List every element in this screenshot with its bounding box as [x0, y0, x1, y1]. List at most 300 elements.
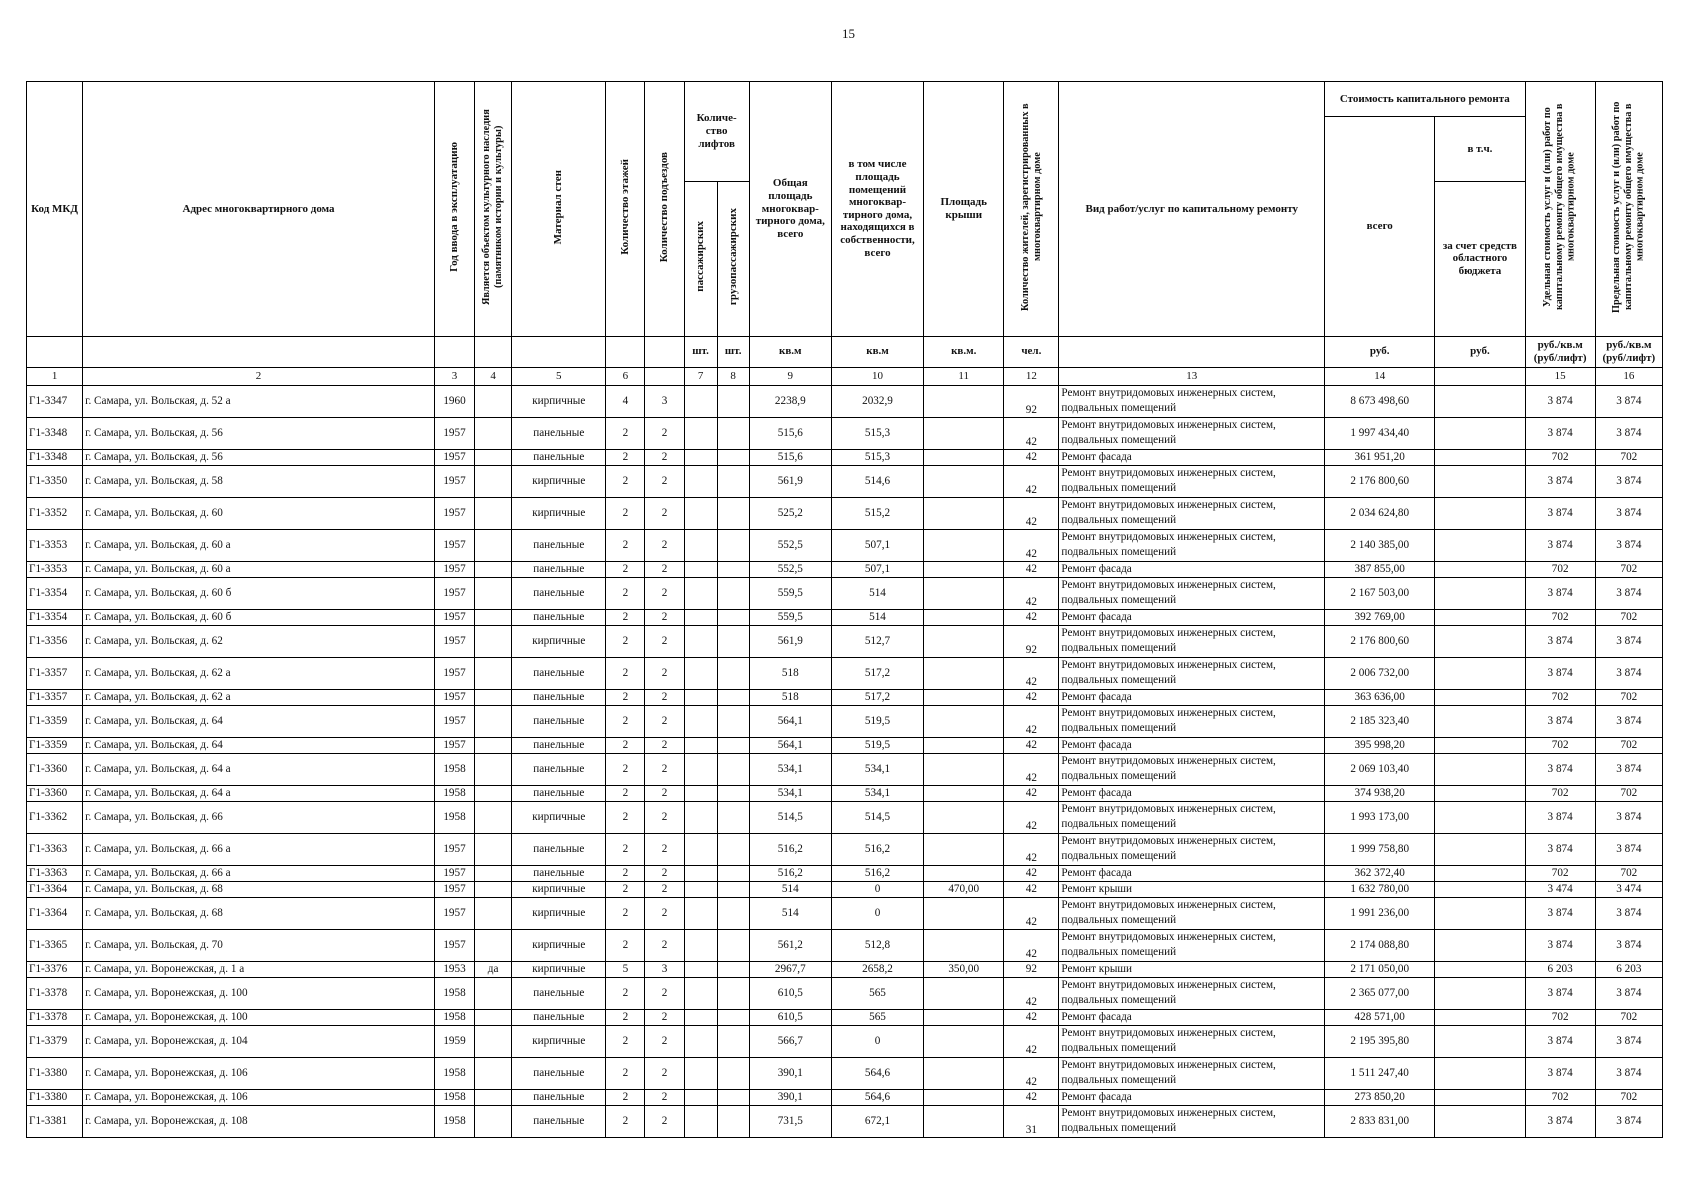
row-unit-cost: 3 874: [1525, 417, 1595, 449]
row-cost-regional: [1435, 625, 1525, 657]
row-total-area: 564,1: [749, 737, 831, 753]
row-unit-cost: 3 874: [1525, 497, 1595, 529]
row-limit-cost: 702: [1595, 561, 1662, 577]
row-lifts-cargo: [717, 1025, 749, 1057]
row-address: г. Самара, ул. Вольская, д. 66 а: [83, 865, 435, 881]
row-limit-cost: 3 874: [1595, 497, 1662, 529]
row-year: 1957: [434, 737, 474, 753]
row-lifts-passenger: [684, 609, 717, 625]
row-lifts-cargo: [717, 657, 749, 689]
row-total-area: 2238,9: [749, 385, 831, 417]
row-total-area: 518: [749, 657, 831, 689]
row-lifts-passenger: [684, 689, 717, 705]
row-total-area: 731,5: [749, 1105, 831, 1137]
row-residents: 42: [1004, 977, 1059, 1009]
row-cost-regional: [1435, 1025, 1525, 1057]
header-cost-regional: за счет средств областного бюджета: [1435, 181, 1525, 336]
row-unit-cost: 3 874: [1525, 657, 1595, 689]
row-year: 1958: [434, 1009, 474, 1025]
row-floors: 2: [606, 625, 645, 657]
row-roof-area: [924, 1057, 1004, 1089]
row-unit-cost: 702: [1525, 737, 1595, 753]
row-cost-regional: [1435, 497, 1525, 529]
row-year: 1957: [434, 689, 474, 705]
row-limit-cost: 6 203: [1595, 961, 1662, 977]
row-address: г. Самара, ул. Вольская, д. 52 а: [83, 385, 435, 417]
row-cost-total: 2 176 800,60: [1325, 465, 1435, 497]
row-roof-area: [924, 577, 1004, 609]
row-year: 1957: [434, 561, 474, 577]
row-floors: 2: [606, 1025, 645, 1057]
row-year: 1958: [434, 1105, 474, 1137]
row-work-type: Ремонт внутридомовых инженерных систем, подвальных помещений: [1059, 801, 1325, 833]
row-code: Г1-3350: [27, 465, 83, 497]
table-row: [27, 657, 1663, 689]
row-work-type: Ремонт внутридомовых инженерных систем, подвальных помещений: [1059, 929, 1325, 961]
unit-cost-total: руб.: [1325, 336, 1435, 367]
row-total-area: 514: [749, 881, 831, 897]
row-total-area: 516,2: [749, 865, 831, 881]
row-entrances: 2: [645, 577, 684, 609]
row-year: 1960: [434, 385, 474, 417]
header-lifts: Количе-ство лифтов: [684, 82, 749, 182]
row-material: кирпичные: [512, 385, 606, 417]
row-year: 1957: [434, 929, 474, 961]
row-owned-area: 2658,2: [831, 961, 923, 977]
row-limit-cost: 3 874: [1595, 897, 1662, 929]
unit-empty: [1059, 336, 1325, 367]
row-lifts-cargo: [717, 465, 749, 497]
row-heritage: [475, 1009, 512, 1025]
row-unit-cost: 702: [1525, 1009, 1595, 1025]
row-cost-regional: [1435, 897, 1525, 929]
row-entrances: 2: [645, 609, 684, 625]
table-row: [27, 897, 1663, 929]
row-owned-area: 534,1: [831, 753, 923, 785]
row-lifts-passenger: [684, 865, 717, 881]
row-work-type: Ремонт фасада: [1059, 785, 1325, 801]
header-code: Код МКД: [27, 82, 83, 337]
row-code: Г1-3362: [27, 801, 83, 833]
row-cost-regional: [1435, 609, 1525, 625]
row-owned-area: 515,2: [831, 497, 923, 529]
row-floors: 2: [606, 1089, 645, 1105]
row-total-area: 552,5: [749, 529, 831, 561]
unit-empty: [434, 336, 474, 367]
row-lifts-passenger: [684, 465, 717, 497]
row-cost-total: 2 195 395,80: [1325, 1025, 1435, 1057]
row-lifts-passenger: [684, 449, 717, 465]
row-cost-total: 363 636,00: [1325, 689, 1435, 705]
row-lifts-passenger: [684, 881, 717, 897]
row-roof-area: [924, 833, 1004, 865]
row-residents: 42: [1004, 417, 1059, 449]
row-lifts-passenger: [684, 977, 717, 1009]
row-heritage: [475, 1089, 512, 1105]
row-limit-cost: 702: [1595, 865, 1662, 881]
row-residents: 42: [1004, 529, 1059, 561]
row-entrances: 2: [645, 465, 684, 497]
row-entrances: 2: [645, 561, 684, 577]
unit-empty: [27, 336, 83, 367]
row-roof-area: [924, 465, 1004, 497]
row-heritage: [475, 1105, 512, 1137]
row-entrances: 2: [645, 865, 684, 881]
row-owned-area: 517,2: [831, 657, 923, 689]
row-lifts-cargo: [717, 449, 749, 465]
row-lifts-passenger: [684, 385, 717, 417]
row-lifts-passenger: [684, 785, 717, 801]
row-unit-cost: 3 874: [1525, 625, 1595, 657]
row-year: 1957: [434, 529, 474, 561]
unit-empty: [606, 336, 645, 367]
row-lifts-cargo: [717, 929, 749, 961]
row-limit-cost: 3 874: [1595, 1105, 1662, 1137]
row-heritage: [475, 689, 512, 705]
row-entrances: 2: [645, 785, 684, 801]
row-entrances: 2: [645, 753, 684, 785]
row-entrances: 2: [645, 1009, 684, 1025]
row-heritage: [475, 385, 512, 417]
row-material: кирпичные: [512, 1025, 606, 1057]
row-material: панельные: [512, 705, 606, 737]
row-floors: 2: [606, 1057, 645, 1089]
row-address: г. Самара, ул. Вольская, д. 62: [83, 625, 435, 657]
row-roof-area: [924, 1089, 1004, 1105]
row-roof-area: [924, 1105, 1004, 1137]
row-owned-area: 515,3: [831, 449, 923, 465]
row-material: кирпичные: [512, 961, 606, 977]
table-row: [27, 385, 1663, 417]
row-heritage: [475, 561, 512, 577]
row-limit-cost: 3 874: [1595, 1025, 1662, 1057]
row-address: г. Самара, ул. Вольская, д. 56: [83, 417, 435, 449]
row-residents: 92: [1004, 385, 1059, 417]
row-heritage: [475, 529, 512, 561]
row-floors: 2: [606, 561, 645, 577]
column-number: 5: [512, 367, 606, 385]
header-address: Адрес многоквартирного дома: [83, 82, 435, 337]
row-work-type: Ремонт внутридомовых инженерных систем, подвальных помещений: [1059, 897, 1325, 929]
header-cost-incl: в т.ч.: [1435, 117, 1525, 182]
row-code: Г1-3376: [27, 961, 83, 977]
row-work-type: Ремонт внутридомовых инженерных систем, подвальных помещений: [1059, 625, 1325, 657]
row-limit-cost: 702: [1595, 1089, 1662, 1105]
row-floors: 5: [606, 961, 645, 977]
row-material: панельные: [512, 833, 606, 865]
row-year: 1957: [434, 417, 474, 449]
row-entrances: 2: [645, 1057, 684, 1089]
table-row: [27, 785, 1663, 801]
table-row: [27, 529, 1663, 561]
row-address: г. Самара, ул. Вольская, д. 60 а: [83, 529, 435, 561]
row-address: г. Самара, ул. Воронежская, д. 106: [83, 1057, 435, 1089]
row-lifts-cargo: [717, 785, 749, 801]
row-roof-area: [924, 385, 1004, 417]
row-code: Г1-3357: [27, 689, 83, 705]
page-number: 15: [842, 26, 855, 41]
header-owned-area: в том числе площадь помещений многоквар-тирного дома, находящихся в собственности, всего: [831, 82, 923, 337]
row-code: Г1-3365: [27, 929, 83, 961]
row-cost-regional: [1435, 689, 1525, 705]
row-cost-regional: [1435, 385, 1525, 417]
row-unit-cost: 3 874: [1525, 1105, 1595, 1137]
row-limit-cost: 3 874: [1595, 465, 1662, 497]
row-entrances: 2: [645, 417, 684, 449]
row-cost-total: 392 769,00: [1325, 609, 1435, 625]
row-heritage: [475, 897, 512, 929]
header-roof-area: Площадь крыши: [924, 82, 1004, 337]
row-lifts-cargo: [717, 833, 749, 865]
row-entrances: 2: [645, 529, 684, 561]
table-row: [27, 881, 1663, 897]
row-owned-area: 565: [831, 977, 923, 1009]
row-entrances: 3: [645, 961, 684, 977]
table-row: [27, 417, 1663, 449]
row-owned-area: 534,1: [831, 785, 923, 801]
row-lifts-passenger: [684, 897, 717, 929]
row-work-type: Ремонт внутридомовых инженерных систем, подвальных помещений: [1059, 977, 1325, 1009]
header-cost-group: Стоимость капитального ремонта: [1325, 82, 1526, 117]
row-residents: 42: [1004, 609, 1059, 625]
row-work-type: Ремонт внутридомовых инженерных систем, подвальных помещений: [1059, 417, 1325, 449]
row-cost-regional: [1435, 801, 1525, 833]
row-code: Г1-3380: [27, 1057, 83, 1089]
row-owned-area: 564,6: [831, 1057, 923, 1089]
row-lifts-passenger: [684, 497, 717, 529]
row-owned-area: 512,7: [831, 625, 923, 657]
row-lifts-passenger: [684, 529, 717, 561]
row-code: Г1-3360: [27, 785, 83, 801]
row-address: г. Самара, ул. Вольская, д. 62 а: [83, 657, 435, 689]
row-cost-total: 395 998,20: [1325, 737, 1435, 753]
row-year: 1957: [434, 657, 474, 689]
table-row: [27, 1057, 1663, 1089]
row-floors: 2: [606, 897, 645, 929]
row-lifts-cargo: [717, 609, 749, 625]
column-number: 8: [717, 367, 749, 385]
row-work-type: Ремонт внутридомовых инженерных систем, подвальных помещений: [1059, 833, 1325, 865]
row-total-area: 561,2: [749, 929, 831, 961]
row-heritage: [475, 417, 512, 449]
row-residents: 42: [1004, 1009, 1059, 1025]
row-limit-cost: 702: [1595, 785, 1662, 801]
row-address: г. Самара, ул. Вольская, д. 64: [83, 705, 435, 737]
row-owned-area: 0: [831, 881, 923, 897]
table-row: [27, 577, 1663, 609]
column-number: 2: [83, 367, 435, 385]
row-code: Г1-3348: [27, 417, 83, 449]
row-heritage: [475, 865, 512, 881]
row-entrances: 2: [645, 1025, 684, 1057]
row-cost-regional: [1435, 753, 1525, 785]
row-cost-total: 2 034 624,80: [1325, 497, 1435, 529]
row-floors: 2: [606, 833, 645, 865]
row-material: кирпичные: [512, 881, 606, 897]
row-lifts-passenger: [684, 577, 717, 609]
row-lifts-cargo: [717, 1009, 749, 1025]
row-year: 1958: [434, 785, 474, 801]
row-entrances: 2: [645, 689, 684, 705]
row-code: Г1-3363: [27, 865, 83, 881]
row-unit-cost: 702: [1525, 689, 1595, 705]
unit-empty: [512, 336, 606, 367]
header-unit-cost: Удельная стоимость услуг и (или) работ по капитальному ремонту общего имущества в многоквартирном доме: [1525, 82, 1595, 337]
row-total-area: 525,2: [749, 497, 831, 529]
row-material: кирпичные: [512, 497, 606, 529]
row-lifts-cargo: [717, 801, 749, 833]
row-floors: 2: [606, 977, 645, 1009]
row-roof-area: [924, 801, 1004, 833]
table-row: [27, 1025, 1663, 1057]
row-floors: 2: [606, 1009, 645, 1025]
column-number: 7: [684, 367, 717, 385]
row-floors: 2: [606, 753, 645, 785]
row-code: Г1-3379: [27, 1025, 83, 1057]
table-row: [27, 465, 1663, 497]
row-material: панельные: [512, 449, 606, 465]
table-row: [27, 737, 1663, 753]
row-residents: 42: [1004, 1025, 1059, 1057]
row-unit-cost: 3 874: [1525, 977, 1595, 1009]
row-floors: 2: [606, 785, 645, 801]
row-cost-total: 1 632 780,00: [1325, 881, 1435, 897]
row-heritage: [475, 977, 512, 1009]
row-lifts-cargo: [717, 417, 749, 449]
column-number: 11: [924, 367, 1004, 385]
row-cost-total: 8 673 498,60: [1325, 385, 1435, 417]
row-work-type: Ремонт фасада: [1059, 1009, 1325, 1025]
row-cost-regional: [1435, 1105, 1525, 1137]
row-floors: 4: [606, 385, 645, 417]
row-lifts-cargo: [717, 753, 749, 785]
row-lifts-cargo: [717, 1057, 749, 1089]
row-cost-regional: [1435, 833, 1525, 865]
row-entrances: 2: [645, 897, 684, 929]
row-roof-area: [924, 449, 1004, 465]
column-number: 10: [831, 367, 923, 385]
row-material: панельные: [512, 577, 606, 609]
row-total-area: 534,1: [749, 753, 831, 785]
row-year: 1957: [434, 897, 474, 929]
row-year: 1957: [434, 609, 474, 625]
row-unit-cost: 6 203: [1525, 961, 1595, 977]
row-lifts-cargo: [717, 897, 749, 929]
unit-lifts-passenger: шт.: [684, 336, 717, 367]
row-residents: 42: [1004, 865, 1059, 881]
row-roof-area: [924, 785, 1004, 801]
table-row: [27, 977, 1663, 1009]
row-unit-cost: 3 874: [1525, 833, 1595, 865]
row-floors: 2: [606, 801, 645, 833]
row-cost-regional: [1435, 705, 1525, 737]
row-cost-regional: [1435, 465, 1525, 497]
row-unit-cost: 3 874: [1525, 385, 1595, 417]
row-roof-area: 470,00: [924, 881, 1004, 897]
row-address: г. Самара, ул. Вольская, д. 66: [83, 801, 435, 833]
row-heritage: [475, 833, 512, 865]
row-address: г. Самара, ул. Вольская, д. 60 а: [83, 561, 435, 577]
row-residents: 42: [1004, 465, 1059, 497]
row-address: г. Самара, ул. Воронежская, д. 100: [83, 977, 435, 1009]
row-work-type: Ремонт фасада: [1059, 449, 1325, 465]
row-roof-area: [924, 753, 1004, 785]
row-floors: 2: [606, 929, 645, 961]
row-owned-area: 512,8: [831, 929, 923, 961]
row-cost-total: 2 006 732,00: [1325, 657, 1435, 689]
row-floors: 2: [606, 577, 645, 609]
row-roof-area: [924, 689, 1004, 705]
row-total-area: 514,5: [749, 801, 831, 833]
row-total-area: 515,6: [749, 417, 831, 449]
row-total-area: 516,2: [749, 833, 831, 865]
row-owned-area: 0: [831, 1025, 923, 1057]
row-residents: 42: [1004, 1089, 1059, 1105]
row-owned-area: 565: [831, 1009, 923, 1025]
header-lifts-cargo: грузопассажирских: [717, 181, 749, 336]
column-number: 1: [27, 367, 83, 385]
row-roof-area: [924, 865, 1004, 881]
row-limit-cost: 3 874: [1595, 529, 1662, 561]
row-code: Г1-3378: [27, 1009, 83, 1025]
row-floors: 2: [606, 737, 645, 753]
table-row: [27, 705, 1663, 737]
row-residents: 42: [1004, 737, 1059, 753]
unit-roof-area: кв.м.: [924, 336, 1004, 367]
row-unit-cost: 3 874: [1525, 529, 1595, 561]
table-row: [27, 801, 1663, 833]
row-cost-total: 2 140 385,00: [1325, 529, 1435, 561]
row-lifts-cargo: [717, 625, 749, 657]
row-unit-cost: 702: [1525, 785, 1595, 801]
column-number: 14: [1325, 367, 1435, 385]
row-cost-total: 2 176 800,60: [1325, 625, 1435, 657]
row-total-area: 610,5: [749, 1009, 831, 1025]
row-entrances: 2: [645, 977, 684, 1009]
row-year: 1958: [434, 1057, 474, 1089]
row-work-type: Ремонт внутридомовых инженерных систем, подвальных помещений: [1059, 529, 1325, 561]
row-work-type: Ремонт крыши: [1059, 881, 1325, 897]
row-material: панельные: [512, 529, 606, 561]
row-limit-cost: 702: [1595, 609, 1662, 625]
row-floors: 2: [606, 705, 645, 737]
row-year: 1957: [434, 449, 474, 465]
row-entrances: 2: [645, 833, 684, 865]
row-address: г. Самара, ул. Вольская, д. 58: [83, 465, 435, 497]
table-row: [27, 689, 1663, 705]
row-heritage: [475, 737, 512, 753]
row-unit-cost: 3 474: [1525, 881, 1595, 897]
row-material: панельные: [512, 689, 606, 705]
row-material: панельные: [512, 785, 606, 801]
row-lifts-passenger: [684, 417, 717, 449]
row-roof-area: [924, 897, 1004, 929]
row-residents: 31: [1004, 1105, 1059, 1137]
row-code: Г1-3354: [27, 609, 83, 625]
row-work-type: Ремонт внутридомовых инженерных систем, подвальных помещений: [1059, 385, 1325, 417]
row-year: 1957: [434, 625, 474, 657]
row-cost-total: 361 951,20: [1325, 449, 1435, 465]
row-heritage: [475, 577, 512, 609]
table-row: [27, 865, 1663, 881]
row-lifts-cargo: [717, 865, 749, 881]
row-heritage: [475, 801, 512, 833]
column-number: 16: [1595, 367, 1662, 385]
row-residents: 42: [1004, 753, 1059, 785]
column-number: 12: [1004, 367, 1059, 385]
row-material: панельные: [512, 1105, 606, 1137]
row-work-type: Ремонт внутридомовых инженерных систем, подвальных помещений: [1059, 1025, 1325, 1057]
